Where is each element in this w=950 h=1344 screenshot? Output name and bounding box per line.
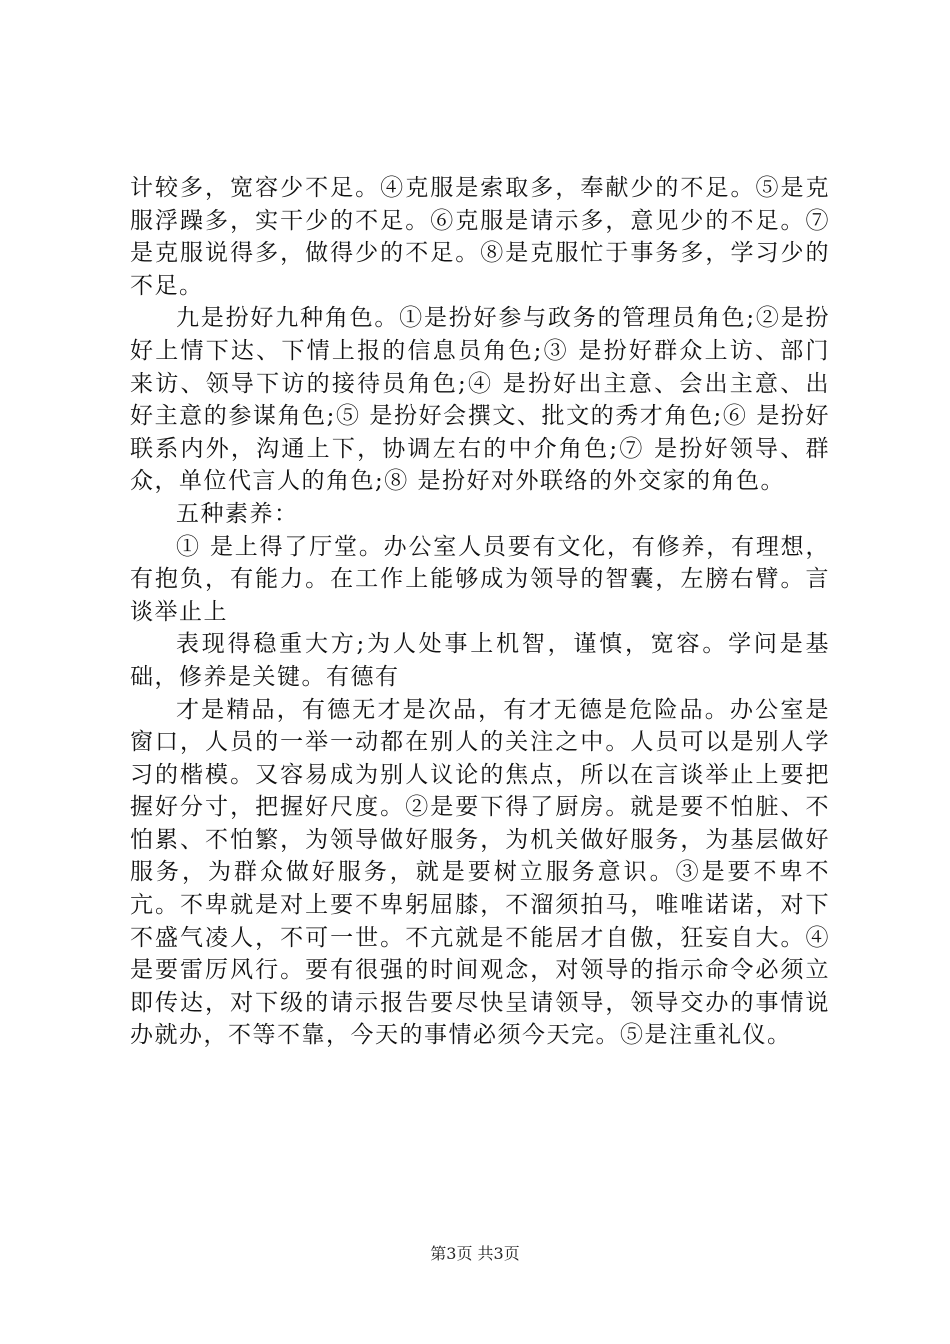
paragraph-continued: 计较多，宽容少不足。④克服是索取多，奉献少的不足。⑤是克服浮躁多，实干少的不足。⑥克服是请示多，意见少的不足。⑦是克服说得多，做得少的不足。⑧是克服忙于事务多，学习少的不足。	[130, 175, 830, 299]
page-number-footer: 第3页 共3页	[430, 1244, 520, 1263]
paragraph-quality-one: ① 是上得了厅堂。办公室人员要有文化，有修养，有理想，有抱负，有能力。在工作上能够成为领导的智囊，左膀右臂。言谈举止上	[130, 533, 830, 625]
paragraph-nine-roles: 九是扮好九种角色。①是扮好参与政务的管理员角色;②是扮好上情下达、下情上报的信息员角色;③ 是扮好群众上访、部门来访、领导下访的接待员角色;④ 是扮好出主意、会出主意、出好主意的参谋角色;⑤ 是扮好会撰文、批文的秀才角色;⑥ 是扮好联系内外，沟通上下，协调左右的中介角色;⑦ 是扮好领导、群众，单位代言人的角色;⑧ 是扮好对外联络的外交家的角色。	[130, 305, 830, 495]
document-body	[130, 172, 830, 1052]
section-heading-five-qualities: 五种素养：	[176, 500, 299, 527]
paragraph-quality-one-cont: 表现得稳重大方;为人处事上机智，谨慎，宽容。学问是基础，修养是关键。有德有	[130, 631, 830, 690]
paragraph-qualities-rest: 才是精品，有德无才是次品，有才无德是危险品。办公室是窗口，人员的一举一动都在别人的关注之中。人员可以是别人学习的楷模。又容易成为别人议论的焦点，所以在言谈举止上要把握好分寸，把握好尺度。②是要下得了厨房。就是要不怕脏、不怕累、不怕繁，为领导做好服务，为机关做好服务，为基层做好服务，为群众做好服务，就是要树立服务意识。③是要不卑不亢。不卑就是对上要不卑躬屈膝，不溜须拍马，唯唯诺诺，对下不盛气凌人，不可一世。不亢就是不能居才自傲，狂妄自大。④是要雷厉风行。要有很强的时间观念，对领导的指示命令必须立即传达，对下级的请示报告要尽快呈请领导，领导交办的事情说办就办，不等不靠，今天的事情必须今天完。⑤是注重礼仪。	[130, 696, 830, 1049]
